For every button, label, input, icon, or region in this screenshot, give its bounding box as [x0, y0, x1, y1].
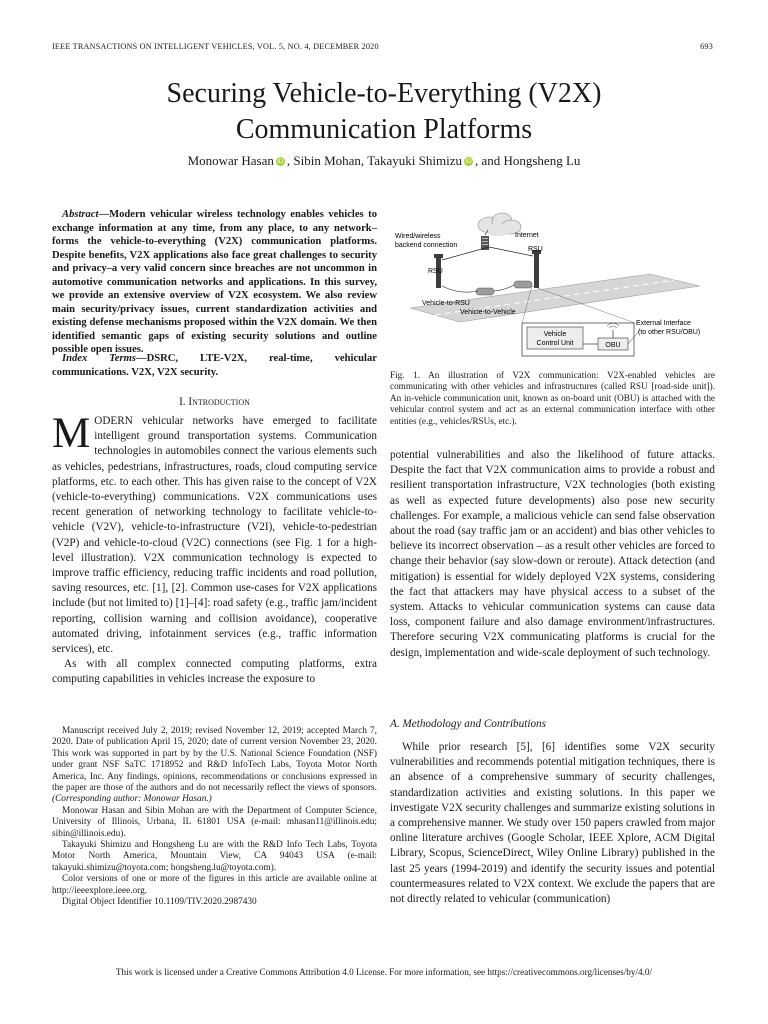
paper-title	[0, 76, 768, 148]
footnote-manuscript	[52, 726, 377, 806]
drop-cap: M	[52, 410, 91, 457]
methodology-body	[390, 740, 715, 907]
v2x-figure	[390, 210, 716, 362]
figure-label-rsu-right: RSU	[528, 246, 543, 253]
author-list	[0, 153, 768, 169]
intro-p1-text: ODERN vehicular networks have emerged to facilitate intelligent ground transportation systems. Communication technologies in automobiles connect the various elements such as vehicles, pedestrians, infrastructures, roads, cloud computing service platforms, etc. to each other. This has given raise to the concept of V2X (vehicle-to-everything) communications. V2X communications uses recent generation of networking technology to facilitate vehicle-to-vehicle (V2V), vehicle-to-infrastructure (V2I), vehicle-to-pedestrian (V2P) and vehicle-to-cloud (V2C) connections (see Fig. 1 for a high-level illustration). V2X communication technology is expected to improve traffic efficiency, reducing traffic incidents and road pollution, saving resources, etc. [1], [2]. Common use-cases for V2X applications include (but not limited to) [1]–[4]: road safety (e.g., traffic jam/incident reporting, collision warning and collision avoidance), cooperative automated driving, infotainment services (e.g., traffic information services), etc.	[52, 415, 377, 656]
license-notice: This work is licensed under a Creative Commons Attribution 4.0 License. For more information, see https://creativecommons.org/licenses/by/4.0/	[115, 967, 653, 977]
page-number: 693	[700, 42, 713, 51]
journal-name: IEEE TRANSACTIONS ON INTELLIGENT VEHICLES, VOL. 5, NO. 4, DECEMBER 2020	[52, 42, 379, 51]
vehicle-rsu-link	[442, 286, 478, 292]
footnote-doi: Digital Object Identifier 10.1109/TIV.2020.2987430	[62, 897, 257, 908]
intro-paragraph-1	[52, 410, 377, 657]
figure-label-v2v: Vehicle-to-Vehicle	[460, 309, 516, 316]
abstract-lead: Abstract	[62, 209, 99, 220]
title-line-2: Communication Platforms	[235, 114, 533, 145]
backend-link-right	[489, 247, 533, 256]
footnote-affiliation-1: Monowar Hasan and Sibin Mohan are with the Department of Computer Science, University of Illinois, Urbana, IL 61801 USA (e-mail: mhasan11@illinois.edu; sibin@illinois.edu).	[52, 805, 377, 839]
figure-label-obu: OBU	[605, 342, 621, 349]
orcid-icon[interactable]: iD	[277, 158, 284, 165]
footnote-color: Color versions of one or more of the figures in this article are available online at http://ieeexplore.ieee.org.	[52, 874, 377, 896]
index-terms	[52, 352, 377, 379]
figure-label-internet: Internet	[515, 232, 539, 239]
abstract	[52, 208, 377, 357]
right-paragraph-2: While prior research [5], [6] identifies some V2X security vulnerabilities and recommends potential mitigation techniques, there is an absence of a comprehensive summary of security challenges, standardization activities and existing solutions. In this paper we investigate V2X security challenges and summarize existing solutions in a comprehensive manner. We study over 150 papers crawled from major online literature archives (Google Scholar, IEEE Xplore, ACM Digital Library, Scopus, ScienceDirect, Wiley Online Library) published in the last 25 years (1994-2019) and identify the security issues and potential countermeasures related to V2X context. We exclude the papers that are not directly related to vehicular (communication)	[390, 741, 715, 906]
footnote-manuscript-text: Manuscript received July 2, 2019; revised November 12, 2019; accepted March 7, 2020. Date of publication April 15, 2020; date of current version November 23, 2020. This work was supported in part by by the U.S. National Science Foundation (NSF) under grant NSF SaTC 1718952 and R&D InfoTech Labs, Toyota Motor North America, Inc. Any findings, opinions, recommendations or conclusions expressed in the paper are those of the authors and do not necessarily reflect the views of sponsors.	[52, 726, 377, 794]
introduction-body	[52, 410, 377, 688]
figure-label-v2rsu: Vehicle-to-RSU	[422, 300, 470, 307]
car-2-icon	[514, 281, 532, 288]
author-1: Monowar Hasan	[187, 153, 274, 168]
figure-label-ext-2: (to other RSU/OBU)	[638, 329, 701, 336]
abstract-text: —Modern vehicular wireless technology enables vehicles to exchange information at any time, from any place, to any network–forms the vehicle-to-everything (V2X) communication platforms. Despite benefits, V2X applications also face great challenges to security and privacy–a very valid concern since breaches are not uncommon in automotive communication networks and applications. In this survey, we provide an extensive overview of V2X ecosystem. We also review main security/privacy issues, current standardization activities and existing defense mechanisms proposed within the V2X domain. We then identified semantic gaps of existing security solutions and outline possible open issues.	[52, 209, 377, 355]
vehicle-vehicle-link	[494, 285, 514, 291]
right-paragraph-1: potential vulnerabilities and also the likelihood of future attacks. Despite the fact that V2X communication aims to provide a robust and resilient transportation infrastructure, V2X technologies (both existing as well as expected future developments) also pose new security challenges. For example, a malicious vehicle can send false observation about the road (say traffic jam or an accident) and bias other vehicles to believe its incorrect observation – as a result other vehicles are forced to change their behavior (say slow-down or reroute). Attack detection (and mitigation) is essential for widely deployed V2X systems, considering the fact that attackers may have physical access to a subset of the system. Attacks to vehicular communication systems can cause data loss, component failure and also damage environment/infrastructures. Therefore securing V2X communicating platforms is crucial for the design, implementation and wide-scale deployment of such technology.	[390, 449, 715, 659]
index-terms-text: —DSRC, LTE-V2X, real-time, vehicular communications. V2X, V2X security.	[52, 353, 377, 378]
figure-label-vcu-1: Vehicle	[543, 331, 567, 338]
footnote-affiliation-2: Takayuki Shimizu and Hongsheng Lu are with the R&D Info Tech Labs, Toyota Motor North America, Mountain View, CA 94043 USA (e-mail: takayuki.shimizu@toyota.com; hongsheng.lu@toyota.com).	[52, 840, 377, 873]
car-1-icon	[476, 288, 494, 295]
footnote	[52, 726, 377, 909]
title-line-1: Securing Vehicle-to-Everything (V2X)	[166, 78, 602, 109]
corresponding-author: (Corresponding author: Monowar Hasan.)	[52, 794, 212, 805]
index-terms-lead: Index Terms	[62, 353, 136, 364]
running-head	[52, 42, 713, 51]
rsu-tower-right-icon	[532, 250, 541, 288]
figure-label-backend: backend connection	[395, 242, 458, 249]
right-column-body	[390, 448, 715, 661]
section-numeral: I.	[179, 396, 189, 408]
orcid-icon[interactable]: iD	[465, 158, 472, 165]
section-title: Introduction	[188, 396, 250, 408]
author-2-3: , Sibin Mohan, Takayuki Shimizu	[286, 153, 462, 168]
figure-label-vcu-2: Control Unit	[536, 340, 574, 347]
subsection-heading: A. Methodology and Contributions	[390, 718, 546, 730]
figure-label-wired: Wired/wireless	[395, 233, 441, 240]
intro-paragraph-2: As with all complex connected computing platforms, extra computing capabilities in vehicles increase the exposure to	[52, 658, 377, 686]
figure-label-rsu-left: RSU	[428, 268, 443, 275]
figure-caption: Fig. 1. An illustration of V2X communication: V2X-enabled vehicles are communicating with other vehicles and infrastructures (called RSU [road-side unit]). An in-vehicle communication unit, known as on-board unit (OBU) is attached with the vehicular control system and act as an external communication interface with other entities (e.g., vehicles/RSUs, etc.).	[390, 370, 715, 426]
author-4: , and Hongsheng Lu	[474, 153, 581, 168]
figure-label-ext-1: External Interface	[636, 320, 691, 327]
section-heading	[52, 396, 377, 408]
